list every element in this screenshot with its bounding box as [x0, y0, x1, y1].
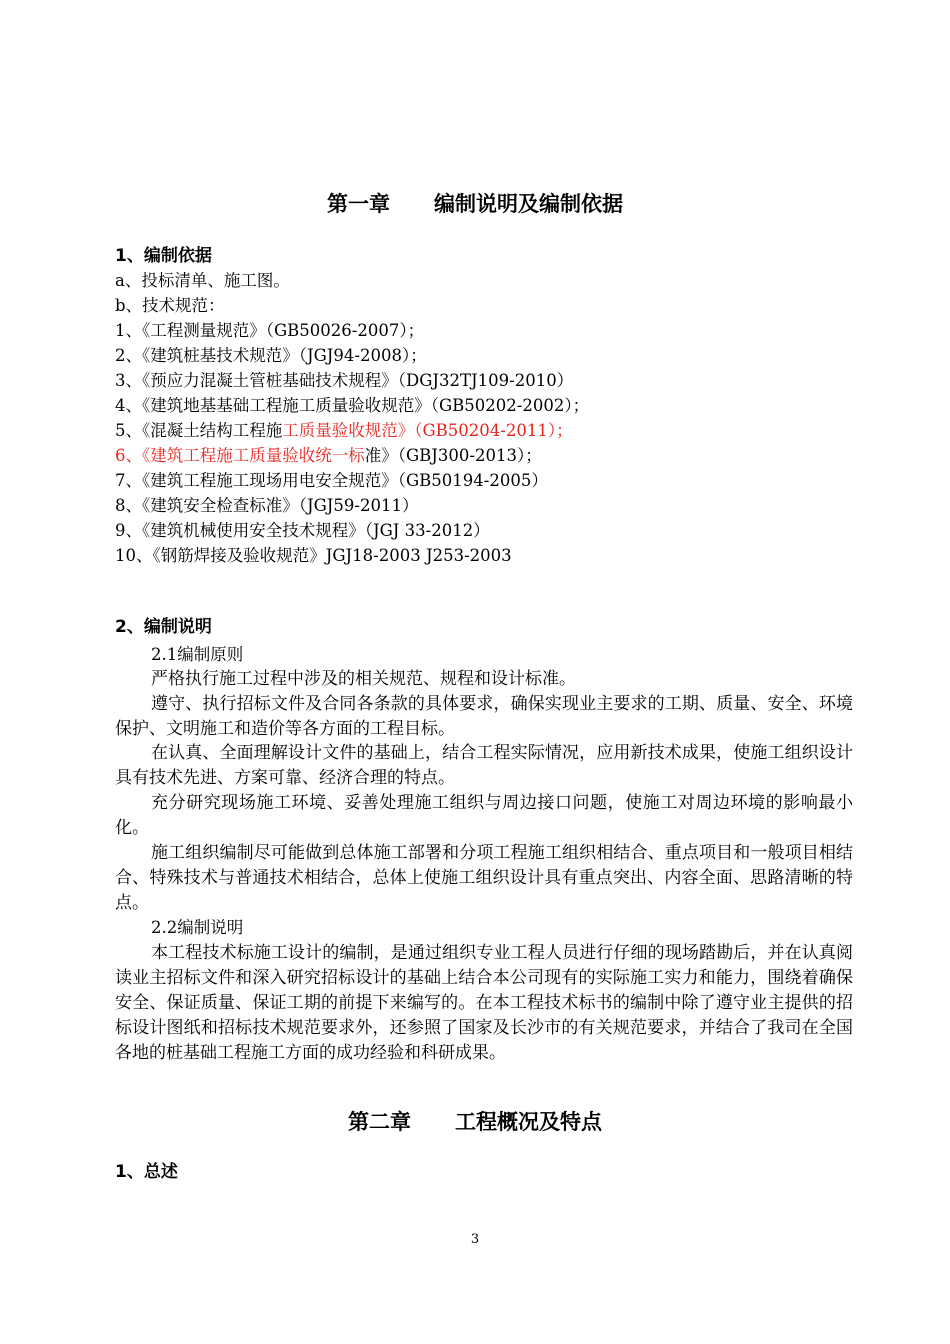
chapter-2-heading	[0, 1106, 950, 1136]
list-item: 3、《预应力混凝土管桩基础技术规程》（DGJ32TJ109-2010）	[115, 371, 574, 390]
paragraph: 严格执行施工过程中涉及的相关规范、规程和设计标准。	[151, 669, 576, 689]
section-heading-description: 2、编制说明	[115, 617, 212, 637]
list-item: 7、《建筑工程施工现场用电安全规范》（GB50194-2005）	[115, 471, 548, 490]
subsection-heading: 2.2编制说明	[151, 918, 244, 937]
list-item-highlight: 工质量验收规范》（GB50204-2011）；	[282, 421, 573, 440]
paragraph: 在认真、全面理解设计文件的基础上，结合工程实际情况，应用新技术成果，使施工组织设计具有技术先进、方案可靠、经济合理的特点。	[115, 743, 853, 788]
list-item: b、技术规范：	[115, 296, 225, 315]
list-item: 1、《工程测量规范》（GB50026-2007）；	[115, 321, 425, 340]
page-number: 3	[470, 1232, 480, 1247]
list-item	[115, 444, 542, 468]
subsection-heading: 2.1编制原则	[151, 645, 244, 664]
list-item-text: 5、《混凝土结构工程施	[115, 421, 283, 440]
chapter-2-title: 工程概况及特点	[455, 1110, 602, 1134]
list-item	[115, 419, 573, 443]
chapter-2-number: 第二章	[348, 1110, 411, 1134]
chapter-1-title: 编制说明及编制依据	[434, 192, 623, 216]
paragraph: 充分研究现场施工环境、妥善处理施工组织与周边接口问题，使施工对周边环境的影响最小化。	[115, 793, 853, 838]
list-item: 10、《钢筋焊接及验收规范》JGJ18-2003 J253-2003	[115, 546, 512, 565]
chapter-1-heading	[0, 188, 950, 218]
list-item: 4、《建筑地基基础工程施工质量验收规范》（GB50202-2002）；	[115, 396, 590, 415]
list-item-highlight: 6、《建筑工程施工质量验收统一标	[115, 446, 365, 465]
paragraph: 遵守、执行招标文件及合同各条款的具体要求，确保实现业主要求的工期、质量、安全、环境保护、文明施工和造价等各方面的工程目标。	[115, 694, 853, 739]
list-item: 9、《建筑机械使用安全技术规程》（JGJ 33-2012）	[115, 521, 490, 540]
paragraph: 施工组织编制尽可能做到总体施工部署和分项工程施工组织相结合、重点项目和一般项目相结合、特殊技术与普通技术相结合，总体上使施工组织设计具有重点突出、内容全面、思路清晰的特点。	[115, 843, 853, 913]
list-item: 2、《建筑桩基技术规范》（JGJ94-2008）；	[115, 346, 427, 365]
list-item-text: 准》（GBJ300-2013）；	[364, 446, 542, 465]
section-heading-overview: 1、总述	[115, 1162, 178, 1182]
list-item: a、投标清单、施工图。	[115, 271, 290, 290]
paragraph: 本工程技术标施工设计的编制，是通过组织专业工程人员进行仔细的现场踏勘后，并在认真阅读业主招标文件和深入研究招标设计的基础上结合本公司现有的实际施工实力和能力，围绕着确保安全、保证质量、保证工期的前提下来编写的。在本工程技术标书的编制中除了遵守业主提供的招标设计图纸和招标技术规范要求外，还参照了国家及长沙市的有关规范要求，并结合了我司在全国各地的桩基础工程施工方面的成功经验和科研成果。	[115, 943, 853, 1063]
list-item: 8、《建筑安全检查标准》（JGJ59-2011）	[115, 496, 419, 515]
chapter-1-number: 第一章	[327, 192, 390, 216]
section-heading-basis: 1、编制依据	[115, 246, 212, 266]
